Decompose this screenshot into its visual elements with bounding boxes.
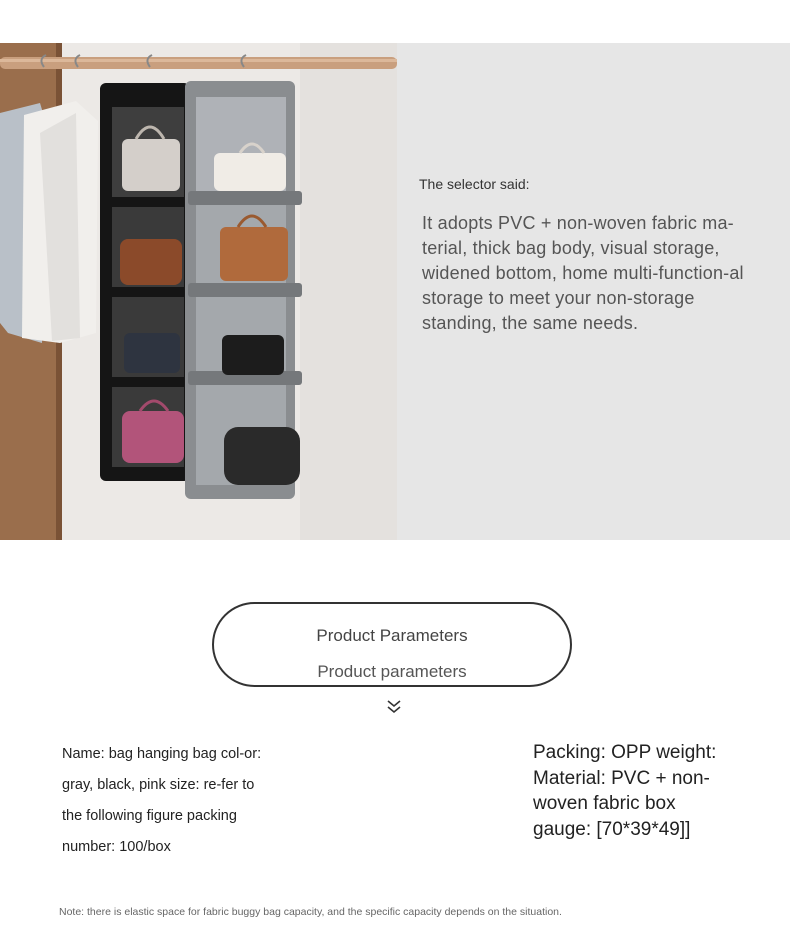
selector-label: The selector said: — [419, 176, 530, 192]
hero-text-panel — [397, 43, 790, 540]
parameters-subtitle: Product parameters — [317, 662, 467, 681]
hero-description: It adopts PVC + non-woven fabric ma-terial, thick bag body, visual storage, widened bottom, home multi-function-al storage to meet your non-storage standing, the same needs. — [422, 213, 744, 333]
product-parameters-header — [212, 602, 572, 687]
product-hero-banner — [0, 43, 790, 540]
product-photo — [0, 43, 397, 540]
double-chevron-down-icon — [384, 697, 404, 717]
spec-right-column: Packing: OPP weight: Material: PVC + non-woven fabric box gauge: [70*39*49]] — [533, 742, 717, 840]
bag-organizer-illustration — [0, 43, 397, 540]
spec-left-column: Name: bag hanging bag col-or: gray, black, pink size: re-fer to the following figure packing number: 100/box — [62, 746, 262, 855]
parameters-title: Product Parameters — [316, 626, 468, 645]
capacity-note: Note: there is elastic space for fabric buggy bag capacity, and the specific capacity depends on the situation. — [59, 906, 562, 918]
